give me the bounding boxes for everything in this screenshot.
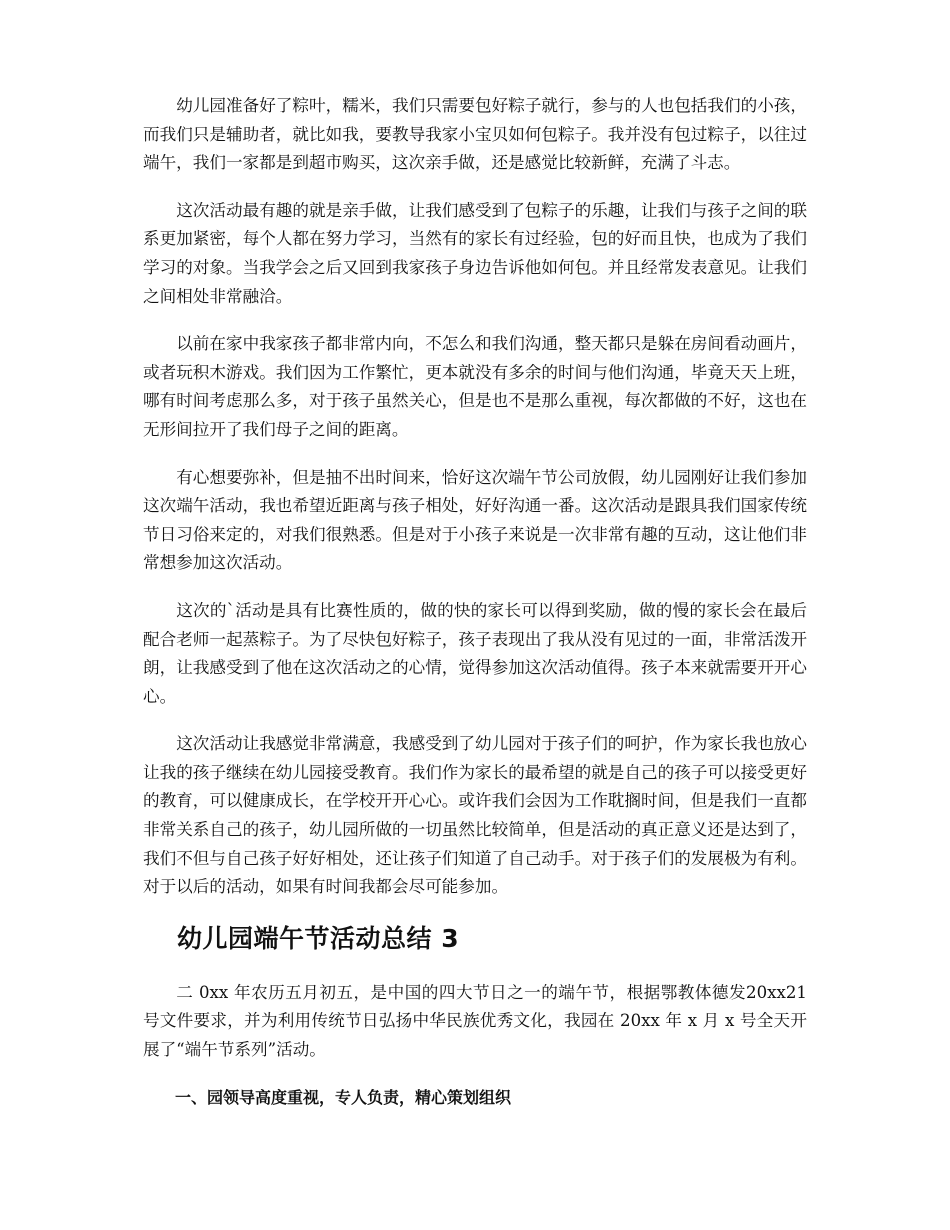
document-page <box>143 92 807 1112</box>
section-title: 幼儿园端午节活动总结 3 <box>177 923 460 953</box>
body-paragraph-4: 有心想要弥补，但是抽不出时间来，恰好这次端午节公司放假，幼儿园刚好让我们参加这次端午活动，我也希望近距离与孩子相处，好好沟通一番。这次活动是跟具我们国家传统节日习俗来定的，对我们很熟悉。但是对于小孩子来说是一次非常有趣的互动，这让他们非常想参加这次活动。 <box>143 467 807 573</box>
body-paragraph-1: 幼儿园准备好了粽叶，糯米，我们只需要包好粽子就行，参与的人也包括我们的小孩，而我们只是辅助者，就比如我，要教导我家小宝贝如何包粽子。我并没有包过粽子，以往过端午，我们一家都是到超市购买，这次亲手做，还是感觉比较新鲜，充满了斗志。 <box>143 96 807 173</box>
body-paragraph-6: 这次活动让我感觉非常满意，我感受到了幼儿园对于孩子们的呵护，作为家长我也放心让我的孩子继续在幼儿园接受教育。我们作为家长的最希望的就是自己的孩子可以接受更好的教育，可以健康成长，在学校开开心心。或许我们会因为工作耽搁时间，但是我们一直都非常关系自己的孩子，幼儿园所做的一切虽然比较简单，但是活动的真正意义还是达到了，我们不但与自己孩子好好相处，还让孩子们知道了自己动手。对于孩子们的发展极为有利。对于以后的活动，如果有时间我都会尽可能参加。 <box>143 734 807 897</box>
body-paragraph-5: 这次的`活动是具有比赛性质的，做的快的家长可以得到奖励，做的慢的家长会在最后配合老师一起蒸粽子。为了尽快包好粽子，孩子表现出了我从没有见过的一面，非常活泼开朗，让我感受到了他在这次活动之的心情，觉得参加这次活动值得。孩子本来就需要开开心心。 <box>143 600 807 706</box>
section-intro-paragraph: 二 0xx 年农历五月初五，是中国的四大节日之一的端午节，根据鄂教体德发20xx21 号文件要求，并为利用传统节日弘扬中华民族优秀文化，我园在 20xx 年 x 月 x 号全天开展了“端午节系列”活动。 <box>143 982 807 1060</box>
section-subheading: 一、园领导高度重视，专人负责，精心策划组织 <box>175 1087 512 1107</box>
body-paragraph-3: 以前在家中我家孩子都非常内向，不怎么和我们沟通，整天都只是躲在房间看动画片，或者玩积木游戏。我们因为工作繁忙，更本就没有多余的时间与他们沟通，毕竟天天上班，哪有时间考虑那么多，对于孩子虽然关心，但是也不是那么重视，每次都做的不好，这也在无形间拉开了我们母子之间的距离。 <box>143 334 807 439</box>
body-paragraph-2: 这次活动最有趣的就是亲手做，让我们感受到了包粽子的乐趣，让我们与孩子之间的联系更加紧密，每个人都在努力学习，当然有的家长有过经验，包的好而且快，也成为了我们学习的对象。当我学会之后又回到我家孩子身边告诉他如何包。并且经常发表意见。让我们之间相处非常融洽。 <box>143 200 807 306</box>
